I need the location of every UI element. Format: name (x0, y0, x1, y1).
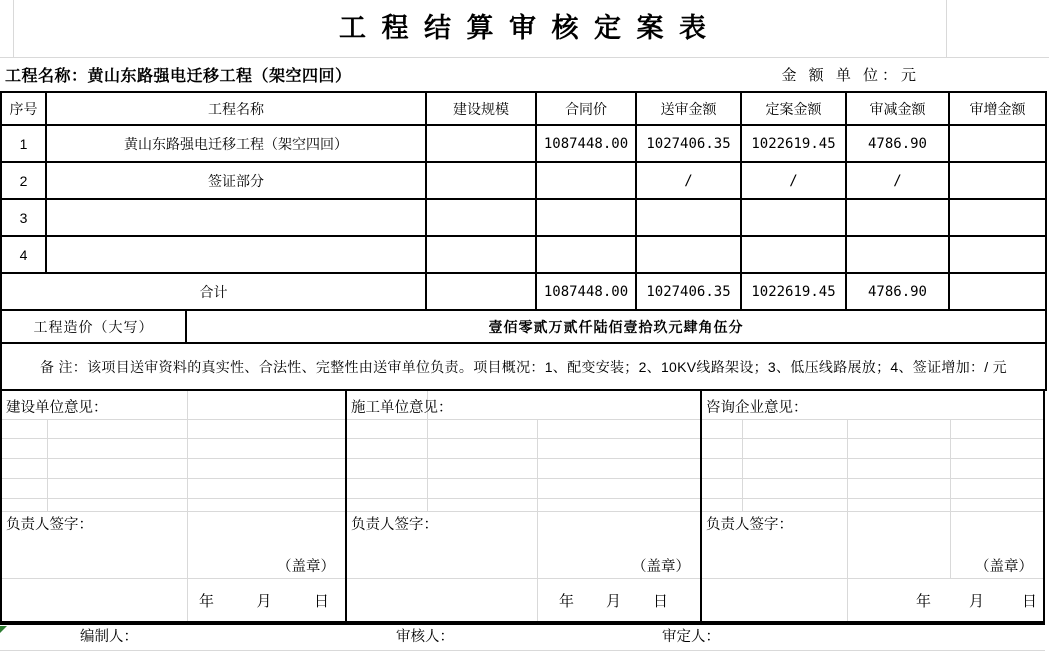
year-label: 年 (199, 592, 215, 610)
info-row (0, 58, 1045, 91)
gridline (347, 419, 700, 420)
gridline (702, 478, 1043, 479)
total-finalized: 1022619.45 (741, 273, 846, 310)
page-title: 工 程 结 算 审 核 定 案 表 (338, 13, 710, 43)
cell-submitted (636, 199, 741, 236)
cell-project-name (46, 236, 426, 273)
amount-in-words-row (1, 310, 1046, 343)
year-label: 年 (559, 592, 575, 610)
cell-seq: 3 (1, 199, 46, 236)
gridline (702, 438, 1043, 439)
gridline (2, 419, 345, 420)
gridline (47, 419, 48, 511)
opinion-title: 建设单位意见： (6, 400, 108, 416)
cell-contract (536, 199, 636, 236)
signer-label: 负责人签字： (351, 517, 438, 533)
cell-increased (949, 125, 1046, 162)
gridline (2, 498, 345, 499)
table-row (1, 236, 1046, 273)
gridline (347, 478, 700, 479)
table-row (1, 199, 1046, 236)
signer-label: 负责人签字： (6, 517, 93, 533)
cell-finalized: 1022619.45 (741, 125, 846, 162)
date-line (847, 579, 1043, 621)
remark-text: 备 注：该项目送审资料的真实性、合法性、完整性由送审单位负责。项目概况：1、配变安装；2、10KV线路架设；3、低压线路展放；4、签证增加：/ 元 (1, 343, 1046, 390)
table-header-row (1, 92, 1046, 125)
gridline (347, 511, 700, 512)
cell-submitted: / (636, 162, 741, 199)
header-submitted-amount: 送审金额 (636, 92, 741, 125)
cell-project-name: 签证部分 (46, 162, 426, 199)
cell-scale (426, 125, 536, 162)
table-row (1, 162, 1046, 199)
signer-label: 负责人签字： (706, 517, 793, 533)
total-submitted: 1027406.35 (636, 273, 741, 310)
year-label: 年 (915, 592, 931, 610)
contractor-opinion-section (347, 391, 702, 621)
header-finalized-amount: 定案金额 (741, 92, 846, 125)
day-label: 日 (652, 592, 668, 610)
cell-contract (536, 162, 636, 199)
total-reduced: 4786.90 (846, 273, 949, 310)
gridline (702, 511, 1043, 512)
preparer-label: 编制人： (80, 629, 138, 645)
gridline (2, 478, 345, 479)
project-name-label: 工程名称：黄山东路强电迁移工程（架空四回） (5, 68, 352, 85)
opinion-title: 咨询企业意见： (706, 400, 808, 416)
seal-label: （盖章） (277, 559, 335, 575)
cell-contract: 1087448.00 (536, 125, 636, 162)
approver-label: 审定人： (662, 629, 720, 645)
header-project-name: 工程名称 (46, 92, 426, 125)
cell-reduced (846, 199, 949, 236)
cell-scale (426, 162, 536, 199)
reviewer-label: 审核人： (396, 629, 454, 645)
gridline (946, 0, 947, 57)
cell-increased (949, 162, 1046, 199)
cell-contract (536, 236, 636, 273)
opinion-sections (0, 391, 1045, 623)
cell-seq: 4 (1, 236, 46, 273)
gridline (347, 498, 700, 499)
cell-seq: 1 (1, 125, 46, 162)
opinion-title: 施工单位意见： (351, 400, 453, 416)
cell-scale (426, 236, 536, 273)
table-row (1, 125, 1046, 162)
header-contract-price: 合同价 (536, 92, 636, 125)
footer-row (0, 623, 1045, 651)
total-label: 合计 (1, 273, 426, 310)
gridline (2, 511, 345, 512)
gridline (702, 419, 1043, 420)
cell-submitted: 1027406.35 (636, 125, 741, 162)
amount-unit-label: 金 额 单 位：元 (781, 67, 920, 84)
header-scale: 建设规模 (426, 92, 536, 125)
month-label: 月 (256, 592, 272, 610)
cell-reduced: / (846, 162, 949, 199)
gridline (950, 419, 951, 578)
total-scale (426, 273, 536, 310)
total-row (1, 273, 1046, 310)
consulting-firm-opinion-section (702, 391, 1043, 621)
date-line (537, 579, 700, 621)
gridline (702, 458, 1043, 459)
header-increased-amount: 审增金额 (949, 92, 1046, 125)
cell-increased (949, 199, 1046, 236)
cell-error-marker-icon (0, 626, 7, 633)
gridline (347, 458, 700, 459)
cell-finalized (741, 236, 846, 273)
header-reduced-amount: 审减金额 (846, 92, 949, 125)
construction-unit-opinion-section (2, 391, 347, 621)
gridline (742, 419, 743, 511)
amount-in-words-value: 壹佰零贰万贰仟陆佰壹拾玖元肆角伍分 (186, 310, 1046, 343)
day-label: 日 (1021, 592, 1037, 610)
gridline (13, 0, 14, 57)
cell-finalized: / (741, 162, 846, 199)
month-label: 月 (605, 592, 621, 610)
gridline (2, 458, 345, 459)
gridline (2, 438, 345, 439)
cell-submitted (636, 236, 741, 273)
cell-scale (426, 199, 536, 236)
cell-project-name (46, 199, 426, 236)
settlement-table (0, 91, 1047, 391)
total-contract: 1087448.00 (536, 273, 636, 310)
seal-label: （盖章） (975, 559, 1033, 575)
cell-project-name: 黄山东路强电迁移工程（架空四回） (46, 125, 426, 162)
seal-label: （盖章） (632, 559, 690, 575)
gridline (347, 438, 700, 439)
cell-seq: 2 (1, 162, 46, 199)
date-line (187, 579, 345, 621)
cell-reduced: 4786.90 (846, 125, 949, 162)
day-label: 日 (313, 592, 329, 610)
month-label: 月 (968, 592, 984, 610)
amount-in-words-label: 工程造价（大写） (1, 310, 186, 343)
cell-reduced (846, 236, 949, 273)
title-row (0, 0, 1049, 58)
cell-finalized (741, 199, 846, 236)
header-seq: 序号 (1, 92, 46, 125)
remark-row (1, 343, 1046, 390)
gridline (702, 498, 1043, 499)
total-increased (949, 273, 1046, 310)
cell-increased (949, 236, 1046, 273)
